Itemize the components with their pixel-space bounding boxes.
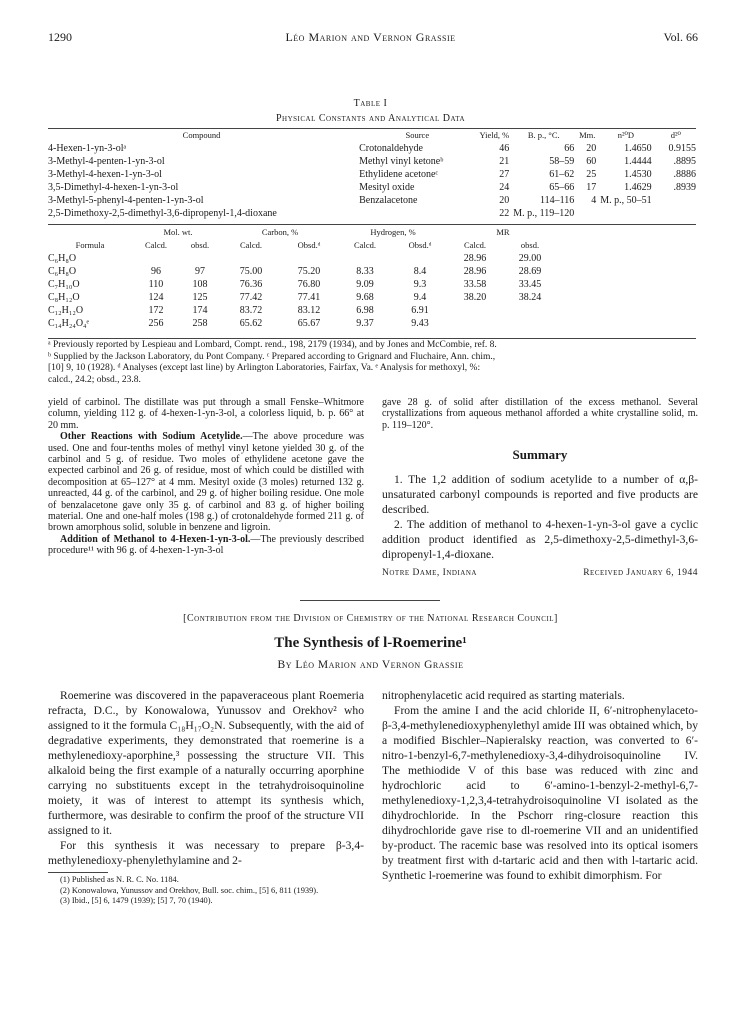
table-cell-source: Methyl vinyl ketoneᵇ bbox=[359, 156, 444, 167]
table-cell-h_c: 9.37 bbox=[356, 318, 374, 329]
table-row bbox=[46, 207, 698, 220]
table-cell-mr_c: 28.96 bbox=[463, 266, 487, 277]
table-cell-mm: 17 bbox=[586, 182, 597, 193]
table-cell-yield: 20 bbox=[499, 195, 510, 206]
table-cell-nd: 1.4629 bbox=[624, 182, 652, 193]
affiliation-line bbox=[382, 568, 698, 578]
contribution-line: [Contribution from the Division of Chemistry of the National Research Council] bbox=[183, 613, 558, 624]
table-cell-mr_o: 29.00 bbox=[518, 253, 542, 264]
col-compound: Compound bbox=[182, 130, 221, 140]
table-cell-c_c: 75.00 bbox=[239, 266, 263, 277]
col-nd: n²⁰D bbox=[617, 130, 635, 140]
table-subheader-row bbox=[46, 239, 698, 252]
table-cell-d: 0.9155 bbox=[668, 143, 696, 154]
table-cell-mr_o: 38.24 bbox=[518, 292, 542, 303]
table-cell-source: Crotonaldehyde bbox=[359, 143, 423, 154]
table-cell-source: Mesityl oxide bbox=[359, 182, 415, 193]
table-cell-c_o: 65.67 bbox=[297, 318, 321, 329]
byline: By Léo Marion and Vernon Grassie bbox=[277, 659, 464, 671]
table-row bbox=[46, 194, 698, 207]
table-cell-nd: 1.4530 bbox=[624, 169, 652, 180]
table-cell-h_o: 9.3 bbox=[413, 279, 427, 290]
table-cell-formula: C₁₂H₁₂O bbox=[48, 305, 84, 316]
table-cell-c_c: 83.72 bbox=[239, 305, 263, 316]
volume-label: Vol. 66 bbox=[663, 30, 698, 44]
table-cell-mw_o bbox=[178, 252, 222, 265]
table-cell-d: .8895 bbox=[673, 156, 696, 167]
upper-left-column bbox=[48, 397, 364, 557]
table-cell-d: .8886 bbox=[673, 169, 696, 180]
table-cell-bp: M. p., 119–120 bbox=[513, 208, 575, 219]
table1-lower bbox=[46, 226, 698, 330]
table-cell-mw_o: 97 bbox=[195, 266, 205, 277]
table-cell-h_c: 6.98 bbox=[356, 305, 374, 316]
table-header-row bbox=[46, 129, 698, 142]
table-cell-bp: 61–62 bbox=[549, 169, 575, 180]
table-cell-mr_o bbox=[502, 304, 558, 317]
table-cell-c_c bbox=[222, 252, 280, 265]
col-mr-obsd: obsd. bbox=[520, 240, 540, 250]
table-cell-bp: 58–59 bbox=[549, 156, 575, 167]
col-c-calcd: Calcd. bbox=[240, 240, 262, 250]
table-cell-yield: 21 bbox=[499, 156, 510, 167]
table-cell-mr_c bbox=[448, 304, 502, 317]
table-cell-mr_c: 28.96 bbox=[463, 253, 487, 264]
reference: (3) Ibid., [5] 6, 1479 (1939); [5] 7, 70 (1940). bbox=[60, 896, 213, 906]
reference-list bbox=[48, 875, 364, 907]
table-cell-formula: C₇H₁₀O bbox=[48, 279, 80, 290]
col-c-obsd: Obsd.ᵈ bbox=[297, 240, 321, 250]
separator-rule bbox=[300, 600, 440, 601]
table-footnote: ᵃ Previously reported by Lespieau and Lombard, Compt. rend., 198, 2179 (1934), and by Jones and McCombie, ref. 8. bbox=[48, 340, 497, 350]
table-cell-compound: 4-Hexen-1-yn-3-olᵃ bbox=[48, 143, 127, 154]
table-cell-mr_o bbox=[502, 317, 558, 330]
paragraph: For this synthesis it was necessary to prepare β-3,4-methylenedioxy-phenylethylamine and 2- bbox=[48, 839, 364, 867]
paragraph: yield of carbinol. The distillate was put through a small Fenske–Whitmore column, yielding 112 g. of 4-hexen-1-yn-3-ol, a colorless liquid, b. p. 66° at 20 mm. bbox=[48, 397, 364, 431]
table-cell-nd: M. p., 50–51 bbox=[600, 195, 652, 206]
table-cell-compound: 2,5-Dimethoxy-2,5-dimethyl-3,6-dipropenyl-1,4-dioxane bbox=[48, 208, 277, 219]
table-cell-mw_o: 108 bbox=[192, 279, 208, 290]
reference: (1) Published as N. R. C. No. 1184. bbox=[60, 875, 179, 884]
col-mw-calcd: Calcd. bbox=[145, 240, 167, 250]
table-cell-h_o: 6.91 bbox=[411, 305, 429, 316]
col-formula: Formula bbox=[75, 240, 105, 250]
reference: (2) Konowalowa, Yunussov and Orekhov, Bull. soc. chim., [5] 6, 811 (1939). bbox=[60, 885, 319, 895]
table-cell-c_c: 65.62 bbox=[239, 318, 263, 329]
table-header-row-2 bbox=[46, 226, 698, 239]
table-cell-bp: 66 bbox=[564, 143, 575, 154]
table-row bbox=[46, 265, 698, 278]
table-cell-source: Ethylidene acetoneᶜ bbox=[359, 169, 439, 180]
table-row bbox=[46, 168, 698, 181]
table-cell-c_o: 75.20 bbox=[297, 266, 321, 277]
col-carbon: Carbon, % bbox=[261, 227, 299, 237]
table-row bbox=[46, 155, 698, 168]
table-cell-compound: 3-Methyl-4-penten-1-yn-3-ol bbox=[48, 156, 165, 167]
table-rule-bottom bbox=[48, 338, 696, 339]
paragraph: nitrophenylacetic acid required as starting materials. bbox=[382, 689, 625, 702]
table-cell-bp: 114–116 bbox=[540, 195, 575, 206]
table-footnote: ᵇ Supplied by the Jackson Laboratory, du Pont Company. ᶜ Prepared according to Grignard and Fluchaire, Ann. chim., bbox=[48, 351, 496, 362]
table-row bbox=[46, 181, 698, 194]
table-cell-d bbox=[654, 207, 698, 220]
running-title: Léo Marion and Vernon Grassie bbox=[285, 30, 456, 44]
col-mr: MR bbox=[496, 227, 510, 237]
table-cell-h_c: 8.33 bbox=[356, 266, 374, 277]
table-cell-mw_c: 256 bbox=[148, 318, 164, 329]
footnote-rule bbox=[48, 872, 108, 873]
article-left-column bbox=[48, 688, 364, 907]
table-cell-c_o: 83.12 bbox=[297, 305, 321, 316]
table-cell-yield: 46 bbox=[499, 143, 510, 154]
table-cell-mw_c bbox=[134, 252, 178, 265]
paragraph: Roemerine was discovered in the papaveraceous plant Roemeria refracta, D.C., by Konowalowa, Yunussov and Orekhov² who assigned to it the formula C₁₈H₁₇O₂N. Subsequently, with the aid of degradative experiments, they demonstrated that roemerine is a methylenedioxy-aporphine,³ possessing the structure VII. This alkaloid being the first example of a naturally occurring aporphine carrying no substituents except in the tetrahydroisoquinoline moiety, it was of interest to attempt its synthesis which, furthermore, was desirable to confirm the proof of the structure VII assigned to it. bbox=[48, 689, 364, 837]
col-mw-obsd: obsd. bbox=[190, 240, 210, 250]
table-cell-bp: 65–66 bbox=[549, 182, 575, 193]
summary-item: 2. The addition of methanol to 4-hexen-1-yn-3-ol gave a cyclic addition product identified as 2,5-dimethoxy-2,5-dimethyl-3,6-dipropenyl-1,4-dioxane. bbox=[382, 518, 698, 562]
table-cell-d: .8939 bbox=[673, 182, 696, 193]
table-cell-c_o bbox=[280, 252, 338, 265]
table-cell-nd bbox=[598, 207, 653, 220]
table-cell-yield: 24 bbox=[499, 182, 510, 193]
table1-upper bbox=[46, 129, 698, 220]
table-cell-yield: 22 bbox=[499, 208, 510, 219]
col-bp: B. p., °C. bbox=[527, 130, 560, 140]
table-row bbox=[46, 142, 698, 155]
col-source: Source bbox=[405, 130, 430, 140]
table-footnote: [10] 9, 10 (1928). ᵈ Analyses (except last line) by Arlington Laboratories, Fairfax, Va. ᵉ Analysis for methoxyl, %: bbox=[48, 363, 481, 373]
table-cell-mw_c: 124 bbox=[148, 292, 164, 303]
table-cell-d bbox=[654, 194, 698, 207]
page-number: 1290 bbox=[48, 30, 72, 44]
article-title: The Synthesis of l-Roemerine¹ bbox=[274, 635, 467, 651]
table-title: Table I bbox=[353, 98, 388, 109]
table-row bbox=[46, 317, 698, 330]
table-cell-mr_o: 28.69 bbox=[518, 266, 542, 277]
section-heading: Other Reactions with Sodium Acetylide. bbox=[60, 431, 243, 443]
table-row bbox=[46, 304, 698, 317]
table-cell-mm: 20 bbox=[586, 143, 597, 154]
table-cell-mm: 25 bbox=[586, 169, 597, 180]
table-cell-mr_c: 38.20 bbox=[463, 292, 487, 303]
table-cell-h_c bbox=[338, 252, 392, 265]
col-molwt: Mol. wt. bbox=[163, 227, 193, 237]
table-cell-compound: 3-Methyl-4-hexen-1-yn-3-ol bbox=[48, 169, 162, 180]
table-caption: Physical Constants and Analytical Data bbox=[275, 113, 466, 124]
table-cell-source bbox=[357, 207, 477, 220]
table-row bbox=[46, 278, 698, 291]
table-cell-h_o: 9.4 bbox=[413, 292, 427, 303]
table-cell-mw_o: 174 bbox=[192, 305, 208, 316]
summary-item: 1. The 1,2 addition of sodium acetylide to a number of α,β-unsaturated carbonyl compounds is reported and five products are described. bbox=[382, 473, 698, 517]
article-right-column bbox=[382, 688, 698, 883]
col-h-obsd: Obsd.ᵈ bbox=[408, 240, 432, 250]
summary-heading: Summary bbox=[512, 447, 568, 463]
received-date: Received January 6, 1944 bbox=[583, 568, 698, 579]
table-cell-mm: 4 bbox=[591, 195, 597, 206]
table-cell-h_c: 9.09 bbox=[356, 279, 374, 290]
table-cell-source: Benzalacetone bbox=[359, 195, 418, 206]
table-cell-yield: 27 bbox=[499, 169, 510, 180]
table-row bbox=[46, 252, 698, 265]
table-cell-mw_o: 125 bbox=[192, 292, 208, 303]
table-footnote: calcd., 24.2; obsd., 23.8. bbox=[48, 374, 141, 385]
table-cell-compound: 3-Methyl-5-phenyl-4-penten-1-yn-3-ol bbox=[48, 195, 204, 206]
place: Notre Dame, Indiana bbox=[382, 568, 477, 579]
upper-right-column bbox=[382, 397, 698, 578]
col-d: d²⁰ bbox=[670, 130, 681, 140]
table-cell-formula: C₁₄H₂₄O₄ᵉ bbox=[48, 318, 90, 329]
table-cell-h_c: 9.68 bbox=[356, 292, 374, 303]
table-cell-formula: C₈H₁₂O bbox=[48, 292, 80, 303]
col-mr-calcd: Calcd. bbox=[464, 240, 486, 250]
col-mm: Mm. bbox=[579, 130, 596, 140]
table-footnotes bbox=[48, 340, 698, 386]
table-cell-formula: C₆H₈O bbox=[48, 266, 77, 277]
table-cell-mr_o: 33.45 bbox=[518, 279, 542, 290]
paragraph: gave 28 g. of solid after distillation of the excess methanol. Several crystallizations from aqueous methanol afforded a white crystalline solid, m. p. 119–120°. bbox=[382, 397, 698, 431]
table-cell-h_o bbox=[392, 252, 448, 265]
paragraph: Addition of Methanol to 4-Hexen-1-yn-3-ol.—The previously described procedure¹¹ with 96 g. of 4-hexen-1-yn-3-ol bbox=[48, 533, 364, 557]
table-cell-mw_c: 110 bbox=[148, 279, 164, 290]
paragraph: From the amine I and the acid chloride II, 6′-nitrophenylaceto-β-3,4-methylenedioxyphenylethyl amide III was obtained which, by a modified Bischler–Napieralsky reaction, was converted to 6′-nitro-1-benzyl-6,7-methylenedioxy-3,4-dihydroisoquinoline IV. The methiodide V of this base was reduced with zinc and hydrochloric acid to 6′-amino-1-benzyl-2-methyl-6,7-methylenedioxy-1,2,3,4-tetrahydroisoquinoline VI isolated as the dihydrochloride. In the Pschorr ring-closure reaction this dihydrochloride gave rise to dl-roemerine VII and an unidentified by-product. The racemic base was resolved into its optical isomers by treatment first with d-tartaric acid and then with l-tartaric acid. Synthetic l-roemerine was found to exhibit dimorphism. For bbox=[382, 704, 698, 882]
table-cell-c_o: 77.41 bbox=[297, 292, 321, 303]
table-cell-nd: 1.4650 bbox=[624, 143, 652, 154]
col-yield: Yield, % bbox=[479, 130, 510, 140]
table-cell-mr_c bbox=[448, 317, 502, 330]
table-cell-h_o: 8.4 bbox=[413, 266, 427, 277]
table-cell-mw_c: 172 bbox=[148, 305, 164, 316]
section-heading: Addition of Methanol to 4-Hexen-1-yn-3-ol. bbox=[60, 533, 251, 545]
table-cell-nd: 1.4444 bbox=[624, 156, 652, 167]
paragraph: Other Reactions with Sodium Acetylide.—The above procedure was used. One and four-tenths moles of methyl vinyl ketone yielded 30 g. of the carbinol and 5 g. of residue. Two moles of ethylidene acetone gave the expected carbinol and 26 g. of residue, most of which could be distilled with decomposition at 65–127° at 4 mm. Mesityl oxide (3 moles) returned 132 g. unreacted, 44 g. of the carbinol, and 29 g. of higher boiling residue. One mole of benzalacetone gave only 35 g. of carbinol and 83 g. of higher boiling material. One and one-half moles (198 g.) of crotonaldehyde formed 211 g. of brown amorphous solid, soluble in benzene and ligroin. bbox=[48, 431, 364, 534]
col-hydrogen: Hydrogen, % bbox=[370, 227, 416, 237]
table-rule-mid bbox=[48, 224, 696, 225]
table-cell-c_c: 76.36 bbox=[239, 279, 263, 290]
table-cell-c_o: 76.80 bbox=[297, 279, 321, 290]
table-row bbox=[46, 291, 698, 304]
table-cell-mw_o: 258 bbox=[192, 318, 208, 329]
col-h-calcd: Calcd. bbox=[354, 240, 376, 250]
table-cell-compound: 3,5-Dimethyl-4-hexen-1-yn-3-ol bbox=[48, 182, 179, 193]
table-cell-mw_c: 96 bbox=[151, 266, 161, 277]
table-cell-h_o: 9.43 bbox=[411, 318, 429, 329]
table-cell-mr_c: 33.58 bbox=[463, 279, 487, 290]
table-cell-mm: 60 bbox=[586, 156, 597, 167]
table-cell-mm bbox=[576, 207, 598, 220]
table-cell-c_c: 77.42 bbox=[239, 292, 263, 303]
table-cell-formula: C₆H₈O bbox=[48, 253, 77, 264]
